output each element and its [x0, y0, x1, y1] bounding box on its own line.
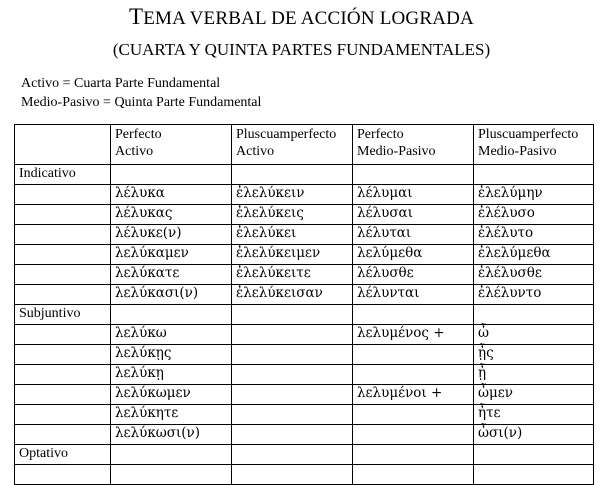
header-perfect-middle-passive — [353, 125, 474, 165]
header-line: Pluscuamperfecto — [236, 127, 337, 142]
empty-cell — [15, 405, 111, 425]
verb-form-cell: ἐλέλυτο — [474, 225, 594, 245]
verb-form-cell: λέλυται — [353, 225, 474, 245]
empty-cell — [15, 245, 111, 265]
verb-form-cell — [232, 385, 353, 405]
empty-cell — [111, 305, 232, 325]
verb-form-cell: λελύκῃ — [111, 365, 232, 385]
verb-form-cell: ὦ — [474, 325, 594, 345]
empty-cell — [15, 185, 111, 205]
verb-form-cell: λέλυκε(ν) — [111, 225, 232, 245]
verb-form-cell: λελυμένος + — [353, 325, 474, 345]
header-line: Perfecto — [115, 127, 162, 142]
verb-form-cell: ὦσι(ν) — [474, 425, 594, 445]
verb-form-cell — [232, 425, 353, 445]
header-line: Medio-Pasivo — [357, 144, 436, 159]
document-title — [0, 4, 603, 30]
empty-cell — [111, 165, 232, 185]
verb-form-cell: λελύκωσι(ν) — [111, 425, 232, 445]
empty-cell — [474, 165, 594, 185]
table-row — [15, 325, 594, 345]
verb-form-cell: λέλυμαι — [353, 185, 474, 205]
verb-form-cell: λέλυσαι — [353, 205, 474, 225]
mood-row — [15, 165, 594, 185]
verb-form-cell: ἐλέλυσθε — [474, 265, 594, 285]
table-header — [15, 125, 594, 165]
header-line: Perfecto — [357, 127, 404, 142]
verb-form-cell: λέλυνται — [353, 285, 474, 305]
verb-form-cell: λελύκωμεν — [111, 385, 232, 405]
empty-cell — [232, 465, 353, 485]
verb-form-cell: λέλυκα — [111, 185, 232, 205]
mood-label: Optativo — [15, 445, 111, 465]
table-row — [15, 225, 594, 245]
verb-form-cell: ἐλελύκειν — [232, 185, 353, 205]
table-row — [15, 385, 594, 405]
verb-form-cell: ἐλέλυντο — [474, 285, 594, 305]
empty-cell — [353, 165, 474, 185]
table-row — [15, 285, 594, 305]
verb-form-cell: λελύκῃς — [111, 345, 232, 365]
empty-cell — [353, 465, 474, 485]
mood-row — [15, 305, 594, 325]
verb-form-cell: ἐλελύκει — [232, 225, 353, 245]
mood-row — [15, 445, 594, 465]
verb-form-cell — [232, 325, 353, 345]
empty-cell — [353, 445, 474, 465]
empty-cell — [15, 285, 111, 305]
verb-form-cell — [232, 365, 353, 385]
empty-cell — [15, 205, 111, 225]
table-row — [15, 405, 594, 425]
verb-form-cell: ἐλελύκεισαν — [232, 285, 353, 305]
header-line: Pluscuamperfecto — [478, 127, 579, 142]
empty-cell — [474, 465, 594, 485]
table-row — [15, 205, 594, 225]
header-line: Medio-Pasivo — [478, 144, 557, 159]
table-row — [15, 425, 594, 445]
table-row — [15, 345, 594, 365]
empty-cell — [474, 445, 594, 465]
empty-cell — [232, 305, 353, 325]
verb-form-cell: λελύκω — [111, 325, 232, 345]
legend-active: Activo = Cuarta Parte Fundamental — [21, 76, 221, 91]
table-row — [15, 465, 594, 485]
empty-cell — [353, 305, 474, 325]
verb-form-cell: λελύκαμεν — [111, 245, 232, 265]
empty-cell — [15, 465, 111, 485]
verb-form-cell: ἐλελύκειτε — [232, 265, 353, 285]
verb-form-cell: ᾖ — [474, 365, 594, 385]
title-rest: EMA VERBAL DE ACCIÓN LOGRADA — [143, 8, 474, 29]
header-line: Activo — [115, 144, 154, 159]
verb-form-cell: λελύκητε — [111, 405, 232, 425]
empty-cell — [111, 445, 232, 465]
verb-form-cell: λελύκασι(ν) — [111, 285, 232, 305]
verb-form-cell: ὦμεν — [474, 385, 594, 405]
verb-form-cell: ἦτε — [474, 405, 594, 425]
table-row — [15, 365, 594, 385]
verb-form-cell: ἐλέλυσο — [474, 205, 594, 225]
verb-form-cell — [353, 405, 474, 425]
verb-form-cell — [353, 425, 474, 445]
title-initial: T — [129, 4, 144, 29]
verb-form-cell — [353, 345, 474, 365]
empty-cell — [15, 365, 111, 385]
empty-cell — [15, 325, 111, 345]
empty-cell — [474, 305, 594, 325]
verb-form-cell: λέλυκας — [111, 205, 232, 225]
verb-form-cell: λελυμένοι + — [353, 385, 474, 405]
empty-cell — [111, 465, 232, 485]
header-cell-empty — [15, 125, 111, 165]
verb-form-cell: ἐλελύμην — [474, 185, 594, 205]
header-pluperfect-middle-passive — [474, 125, 594, 165]
header-row — [15, 125, 594, 165]
verb-form-cell: λέλυσθε — [353, 265, 474, 285]
header-perfect-active — [111, 125, 232, 165]
mood-label: Subjuntivo — [15, 305, 111, 325]
verb-form-cell — [232, 405, 353, 425]
table-row — [15, 245, 594, 265]
verb-form-cell: ἐλελύμεθα — [474, 245, 594, 265]
verb-form-cell: λελύμεθα — [353, 245, 474, 265]
table-body — [15, 165, 594, 485]
verb-form-cell: ἐλελύκεις — [232, 205, 353, 225]
legend-middle-passive: Medio-Pasivo = Quinta Parte Fundamental — [21, 95, 262, 110]
empty-cell — [15, 225, 111, 245]
verb-form-cell — [353, 365, 474, 385]
empty-cell — [15, 345, 111, 365]
empty-cell — [15, 385, 111, 405]
empty-cell — [15, 425, 111, 445]
verb-form-cell — [232, 345, 353, 365]
header-pluperfect-active — [232, 125, 353, 165]
conjugation-table — [14, 124, 594, 485]
empty-cell — [232, 165, 353, 185]
verb-form-cell: ἐλελύκειμεν — [232, 245, 353, 265]
mood-label: Indicativo — [15, 165, 111, 185]
table-row — [15, 185, 594, 205]
empty-cell — [232, 445, 353, 465]
header-line: Activo — [236, 144, 275, 159]
document-subtitle: (CUARTA Y QUINTA PARTES FUNDAMENTALES) — [112, 40, 491, 59]
table-row — [15, 265, 594, 285]
verb-form-cell: ᾖς — [474, 345, 594, 365]
verb-form-cell: λελύκατε — [111, 265, 232, 285]
empty-cell — [15, 265, 111, 285]
